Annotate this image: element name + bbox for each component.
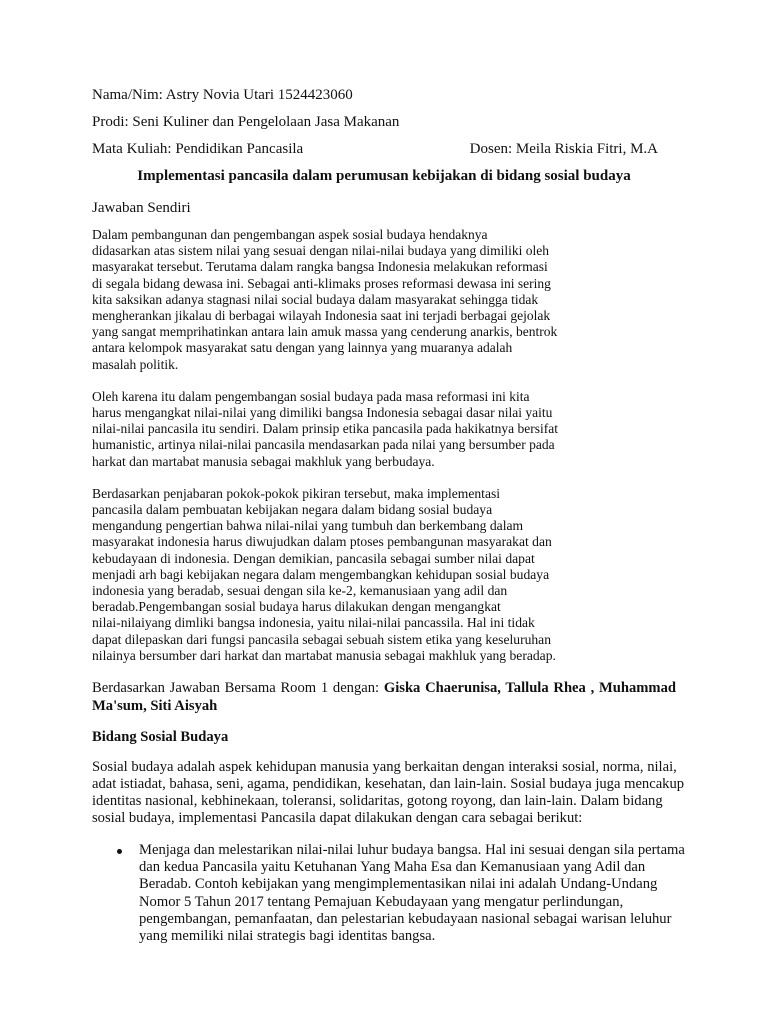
lecturer-name: Dosen: Meila Riskia Fitri, M.A [469,141,658,157]
student-name-line: Nama/Nim: Astry Novia Utari 1524423060 [92,87,353,103]
bullet-list [92,841,685,946]
group-answer-intro [92,680,676,715]
paragraph-4 [92,758,685,828]
paragraph-line: mengherankan jikalau di berbagai wilayah Indonesia saat ini terjadi berbagai gejolak [92,308,551,324]
paragraph-line: masalah politik. [92,356,179,372]
list-item-line: yang memiliki nilai strategis bagi identitas bangsa. [139,928,436,945]
paragraph-line: dapat dilepaskan dari fungsi pancasila sebagai sebuah sistem etika yang keseluruhan [92,631,552,647]
bullet-icon [117,849,122,854]
paragraph-line: identitas nasional, kebhinekaan, toleransi, solidaritas, gotong royong, dan lain-lain. Dalam bidang [92,793,663,810]
paragraph-line: didasarkan atas sistem nilai yang sesuai dengan nilai-nilai budaya yang dimiliki oleh [92,243,550,259]
paragraph-line: harus mengangkat nilai-nilai yang dimiliki bangsa Indonesia sebagai dasar nilai yaitu [92,405,553,421]
paragraph-line: masyarakat indonesia harus diwujudkan dalam ptoses pembangunan masyarakat dan [92,534,552,550]
paragraph-3 [92,486,676,664]
list-item-line: Menjaga dan melestarikan nilai-nilai luhur budaya bangsa. Hal ini sesuai dengan sila pertama [139,841,685,858]
paragraph-2 [92,389,592,470]
paragraph-1 [92,227,592,373]
paragraph-line: mengandung pengertian bahwa nilai-nilai yang tumbuh dan berkembang dalam [92,518,524,534]
list-item-line: Nomor 5 Tahun 2017 tentang Pemajuan Kebudayaan yang mengatur perlindungan, [139,893,624,910]
paragraph-line: menjadi arh bagi kebijakan negara dalam mengembangkan kehidupan sosial budaya [92,566,550,582]
paragraph-line: pancasila dalam pembuatan kebijakan negara dalam bidang sosial budaya [92,502,493,518]
document-page [92,86,685,946]
own-answer-label: Jawaban Sendiri [92,200,191,216]
paragraph-line: Berdasarkan penjabaran pokok-pokok pikiran tersebut, maka implementasi [92,485,501,501]
paragraph-line: Dalam pembangunan dan pengembangan aspek sosial budaya hendaknya [92,227,488,242]
paragraph-line: nilai-nilai pancasila itu sendiri. Dalam prinsip etika pancasila pada hakikatnya bersifat [92,421,558,437]
list-item-line: dan kedua Pancasila yaitu Ketuhanan Yang Maha Esa dan Kemanusiaan yang Adil dan [139,859,646,876]
section-heading: Bidang Sosial Budaya [92,729,229,746]
paragraph-line: sosial budaya, implementasi Pancasila dapat dilakukan dengan cara sebagai berikut: [92,810,583,827]
group-member-names-continued: Ma'sum, Siti Aisyah [92,697,218,714]
study-program-line: Prodi: Seni Kuliner dan Pengelolaan Jasa Makanan [92,114,400,130]
document-title: Implementasi pancasila dalam perumusan kebijakan di bidang sosial budaya [137,168,631,184]
paragraph-line: di segala bidang dewasa ini. Sebagai anti-klimaks proses reformasi dewasa ini sering [92,275,551,291]
list-item [92,841,685,946]
paragraph-line: adat istiadat, bahasa, seni, agama, pendidikan, kesehatan, dan lain-lain. Sosial budaya juga mencakup [92,775,685,792]
paragraph-line: nilainya bersumber dari harkat dan martabat manusia sebagai makhluk yang beradap. [92,647,556,663]
group-member-names: Giska Chaerunisa, Tallula Rhea , Muhammad [383,680,676,697]
paragraph-line: antara kelompok masyarakat satu dengan yang lainnya yang muaranya adalah [92,340,513,356]
list-item-line: Beradab. Contoh kebijakan yang mengimplementasikan nilai ini adalah Undang-Undang [139,876,658,893]
paragraph-line: humanistic, artinya nilai-nilai pancasila mendasarkan pada nilai yang bersumber pada [92,437,555,453]
course-lecturer-line [92,140,658,158]
course-name: Mata Kuliah: Pendidikan Pancasila [92,141,304,157]
paragraph-line: harkat dan martabat manusia sebagai makhluk yang berbudaya. [92,453,435,469]
list-item-line: pengembangan, pemanfaatan, dan pelestarian kebudayaan nasional sebagai warisan leluhur [139,910,672,927]
paragraph-line: yang sangat memprihatinkan antara lain amuk massa yang cenderung anarkis, bentrok [92,324,558,340]
group-answer-line-1 [92,680,676,698]
paragraph-line: Oleh karena itu dalam pengembangan sosial budaya pada masa reformasi ini kita [92,388,530,404]
paragraph-line: nilai-nilaiyang dimliki bangsa indonesia, yaitu nilai-nilai pancassila. Hal ini tidak [92,615,535,631]
paragraph-line: masyarakat tersebut. Terutama dalam rangka bangsa Indonesia melakukan reformasi [92,259,548,275]
paragraph-line: Sosial budaya adalah aspek kehidupan manusia yang berkaitan dengan interaksi sosial, norma, nilai, [92,758,677,775]
paragraph-line: beradab.Pengembangan sosial budaya harus dilakukan dengan mengangkat [92,599,501,615]
paragraph-line: kita saksikan adanya stagnasi nilai social budaya dalam masyarakat sehingga tidak [92,291,539,307]
paragraph-line: indonesia yang beradab, sesuai dengan sila ke-2, kemanusiaan yang adil dan [92,583,508,599]
group-answer-prefix: Berdasarkan Jawaban Bersama Room 1 dengan: [92,680,380,697]
paragraph-line: kebudayaan di indonesia. Dengan demikian, pancasila sebagai sumber nilai dapat [92,550,535,566]
